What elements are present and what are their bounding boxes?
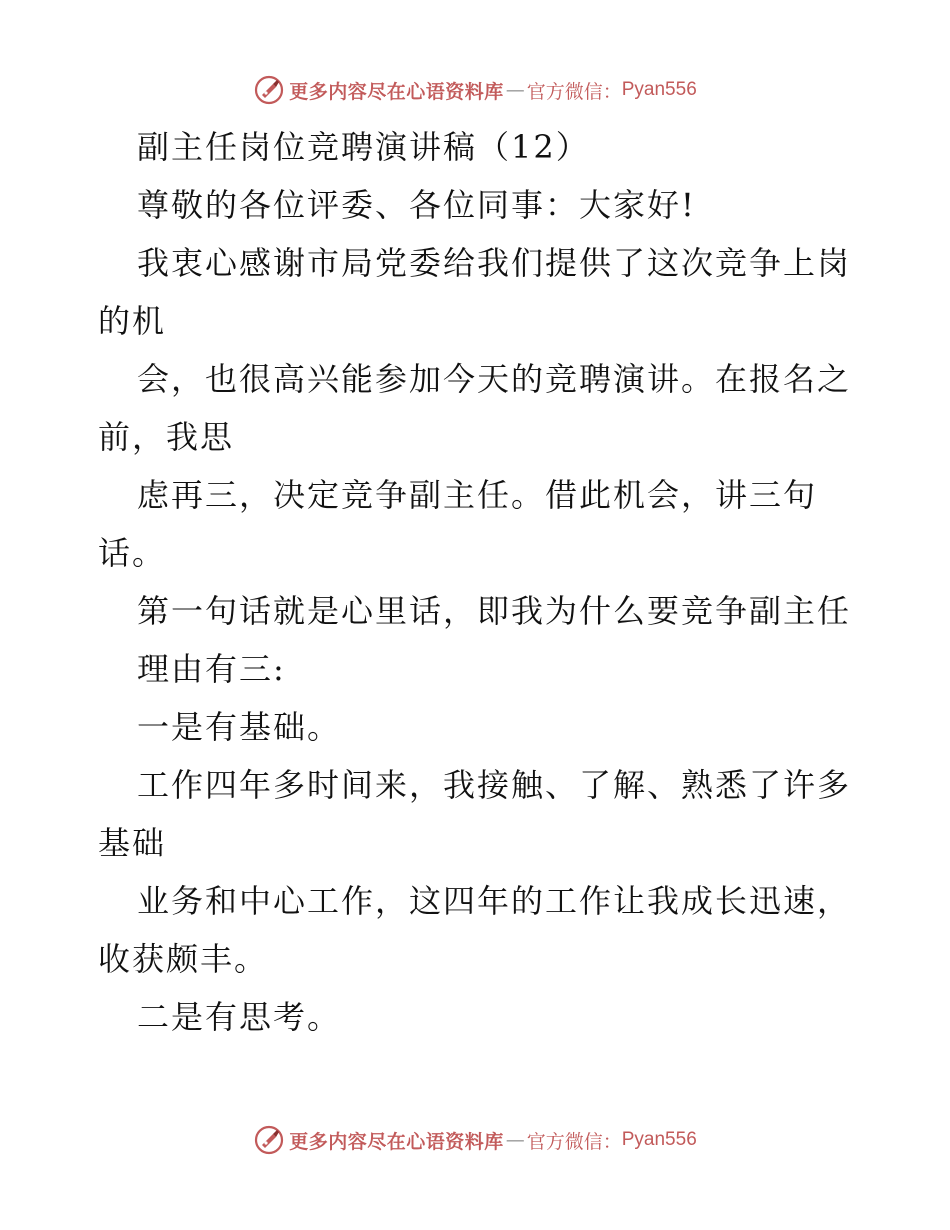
pen-nib-logo-icon <box>253 1124 285 1156</box>
paragraph-line: 前，我思 <box>98 418 235 456</box>
paragraph-line: 虑再三，决定竞争副主任。借此机会，讲三句 <box>137 476 818 514</box>
pen-nib-logo-icon <box>253 74 285 106</box>
paragraph-line: 的机 <box>98 302 167 340</box>
header-banner <box>0 70 950 110</box>
document-title: 副主任岗位竞聘演讲稿（12） <box>137 128 590 166</box>
banner-title: 更多内容尽在心语资料库 <box>289 80 504 103</box>
banner-dash: — <box>505 1129 525 1151</box>
banner-dash: — <box>505 79 525 101</box>
paragraph-line: 业务和中心工作，这四年的工作让我成长迅速， <box>137 882 852 920</box>
paragraph-line: 基础 <box>98 824 167 862</box>
banner-wechat-label: 官方微信： <box>526 1130 622 1153</box>
paragraph-line: 我衷心感谢市局党委给我们提供了这次竞争上岗 <box>137 244 852 282</box>
paragraph-line: 收获颇丰。 <box>98 940 269 978</box>
paragraph-line: 一是有基础。 <box>137 708 342 746</box>
paragraph-line: 尊敬的各位评委、各位同事：大家好! <box>137 186 696 224</box>
paragraph-line: 会，也很高兴能参加今天的竞聘演讲。在报名之 <box>137 360 852 398</box>
footer-banner <box>0 1120 950 1160</box>
paragraph-line: 工作四年多时间来，我接触、了解、熟悉了许多 <box>137 766 852 804</box>
paragraph-line: 二是有思考。 <box>137 998 342 1036</box>
paragraph-line: 第一句话就是心里话，即我为什么要竞争副主任 <box>137 592 852 630</box>
banner-wechat-label: 官方微信： <box>526 80 622 103</box>
banner-wechat-id: Pyan556 <box>621 79 697 100</box>
banner-title: 更多内容尽在心语资料库 <box>289 1130 504 1153</box>
paragraph-line: 话。 <box>98 534 167 572</box>
banner-wechat-id: Pyan556 <box>621 1129 697 1150</box>
paragraph-line: 理由有三: <box>137 650 286 688</box>
